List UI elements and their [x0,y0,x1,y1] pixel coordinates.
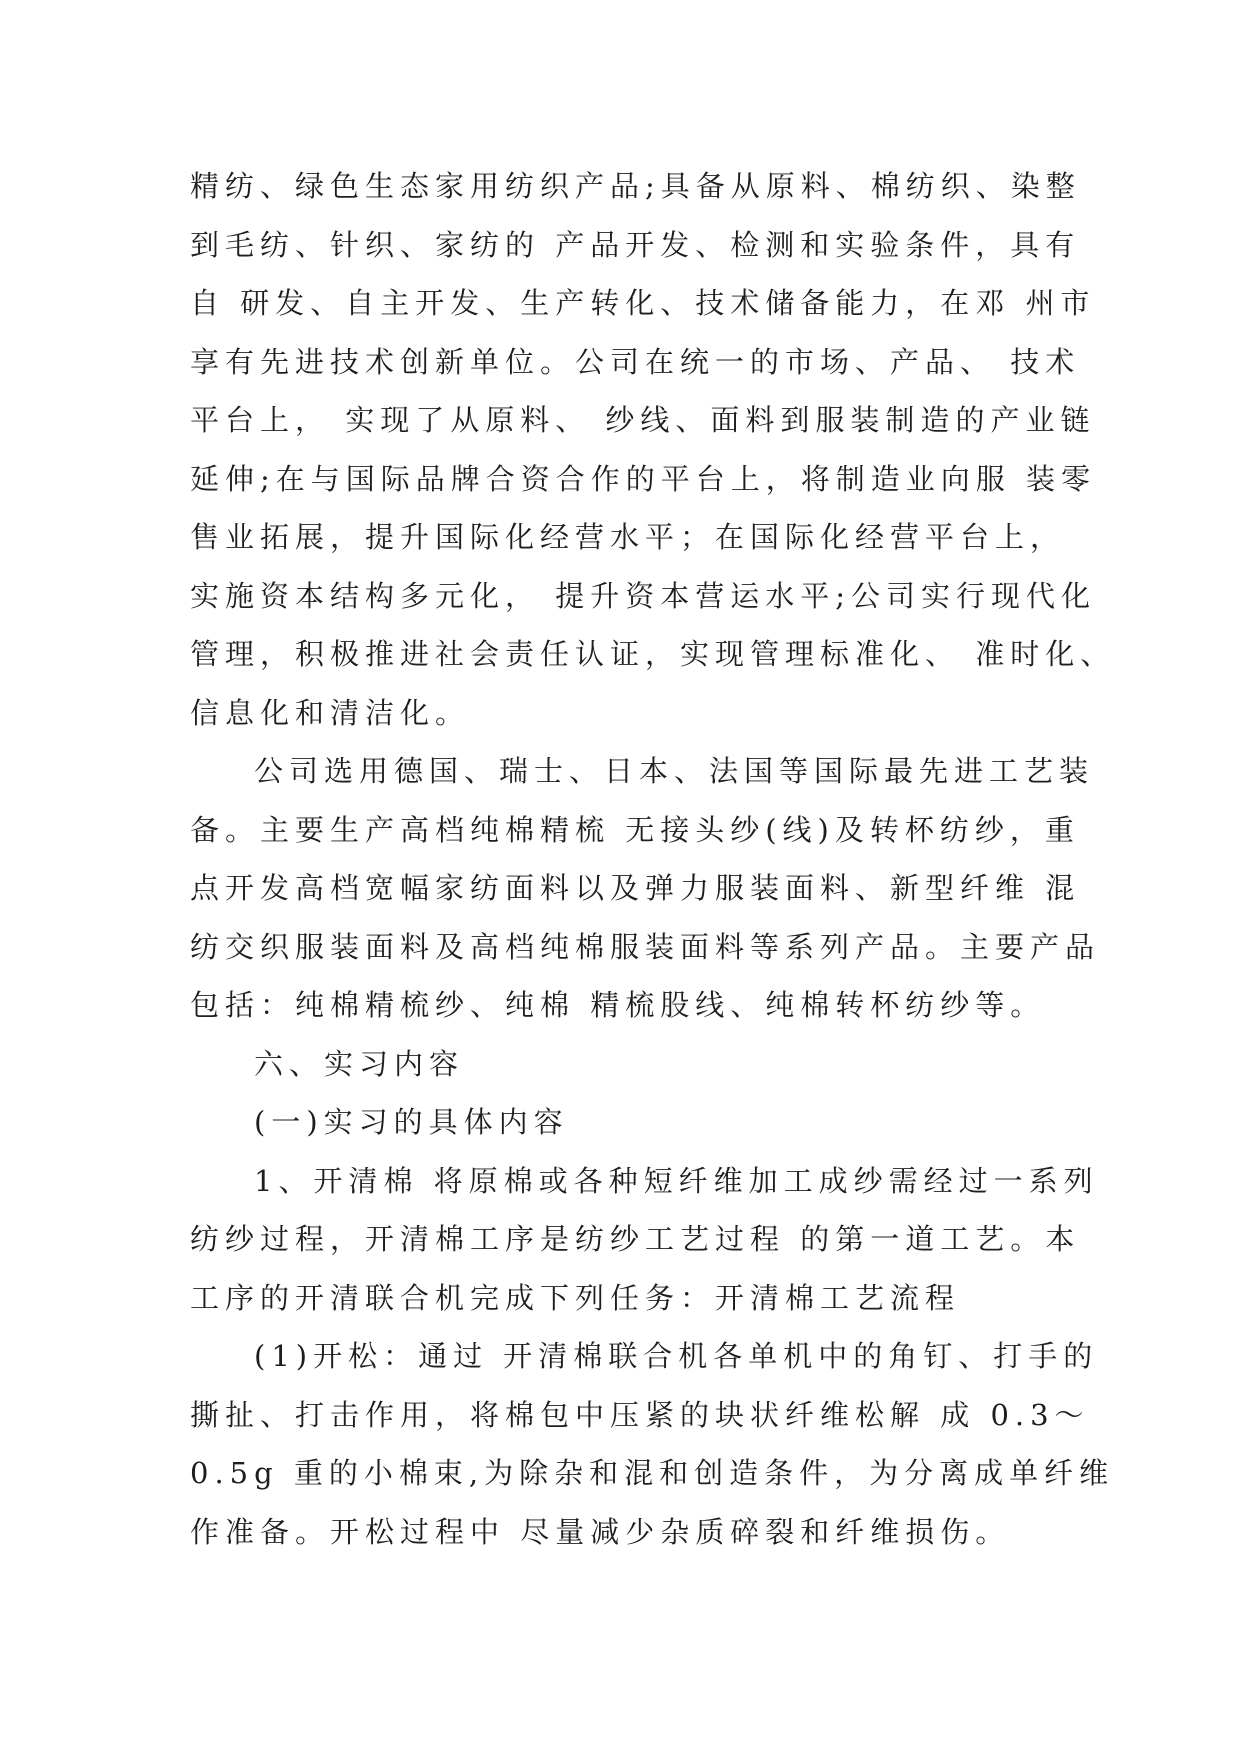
text-line: 撕扯、打击作用，将棉包中压紧的块状纤维松解 成 0.3～ [190,1397,1090,1432]
text-line: 公司选用德国、瑞士、日本、法国等国际最先进工艺装 [254,754,1095,788]
text-line: 平台上， 实现了从原料、 纱线、面料到服装制造的产业链 [190,403,1096,437]
text-line: 管理，积极推进社会责任认证，实现管理标准化、 准时化、 [190,637,1116,671]
text-line: 纺交织服装面料及高档纯棉服装面料等系列产品。主要产品 [190,929,1101,964]
text-line: 作准备。开松过程中 尽量减少杂质碎裂和纤维损伤。 [190,1514,1011,1549]
text-line: 售业拓展，提升国际化经营水平；在国际化经营平台上， [190,520,1066,554]
text-line: 享有先进技术创新单位。公司在统一的市场、产品、 技术 [190,344,1081,379]
text-line: 延伸;在与国际品牌合资合作的平台上，将制造业向服 装零 [190,461,1096,496]
text-line: (一)实习的具体内容 [254,1105,569,1139]
text-line: (1)开松：通过 开清棉联合机各单机中的角钉、打手的 [254,1339,1099,1373]
text-line: 0.5g 重的小棉束,为除杂和混和创造条件，为分离成单纤维 [190,1456,1115,1490]
text-line: 纺纱过程，开清棉工序是纺纱工艺过程 的第一道工艺。本 [190,1222,1081,1256]
text-line: 精纺、绿色生态家用纺织产品;具备从原料、棉纺织、染整 [190,169,1081,203]
text-line: 备。主要生产高档纯棉精梳 无接头纱(线)及转杯纺纱，重 [190,812,1080,847]
text-line: 信息化和清洁化。 [190,695,471,730]
text-line: 工序的开清联合机完成下列任务：开清棉工艺流程 [190,1280,961,1315]
text-line: 实施资本结构多元化， 提升资本营运水平;公司实行现代化 [190,578,1096,613]
text-line: 包括：纯棉精梳纱、纯棉 精梳股线、纯棉转杯纺纱等。 [190,988,1046,1022]
text-line: 到毛纺、针织、家纺的 产品开发、检测和实验条件，具有 [190,227,1081,262]
text-line: 自 研发、自主开发、生产转化、技术储备能力，在邓 州市 [190,286,1096,320]
text-line: 六、实习内容 [254,1046,465,1081]
document-body [190,157,1116,1561]
text-line: 1、开清棉 将原棉或各种短纤维加工成纱需经过一系列 [254,1163,1099,1198]
text-line: 点开发高档宽幅家纺面料以及弹力服装面料、新型纤维 混 [190,871,1081,905]
